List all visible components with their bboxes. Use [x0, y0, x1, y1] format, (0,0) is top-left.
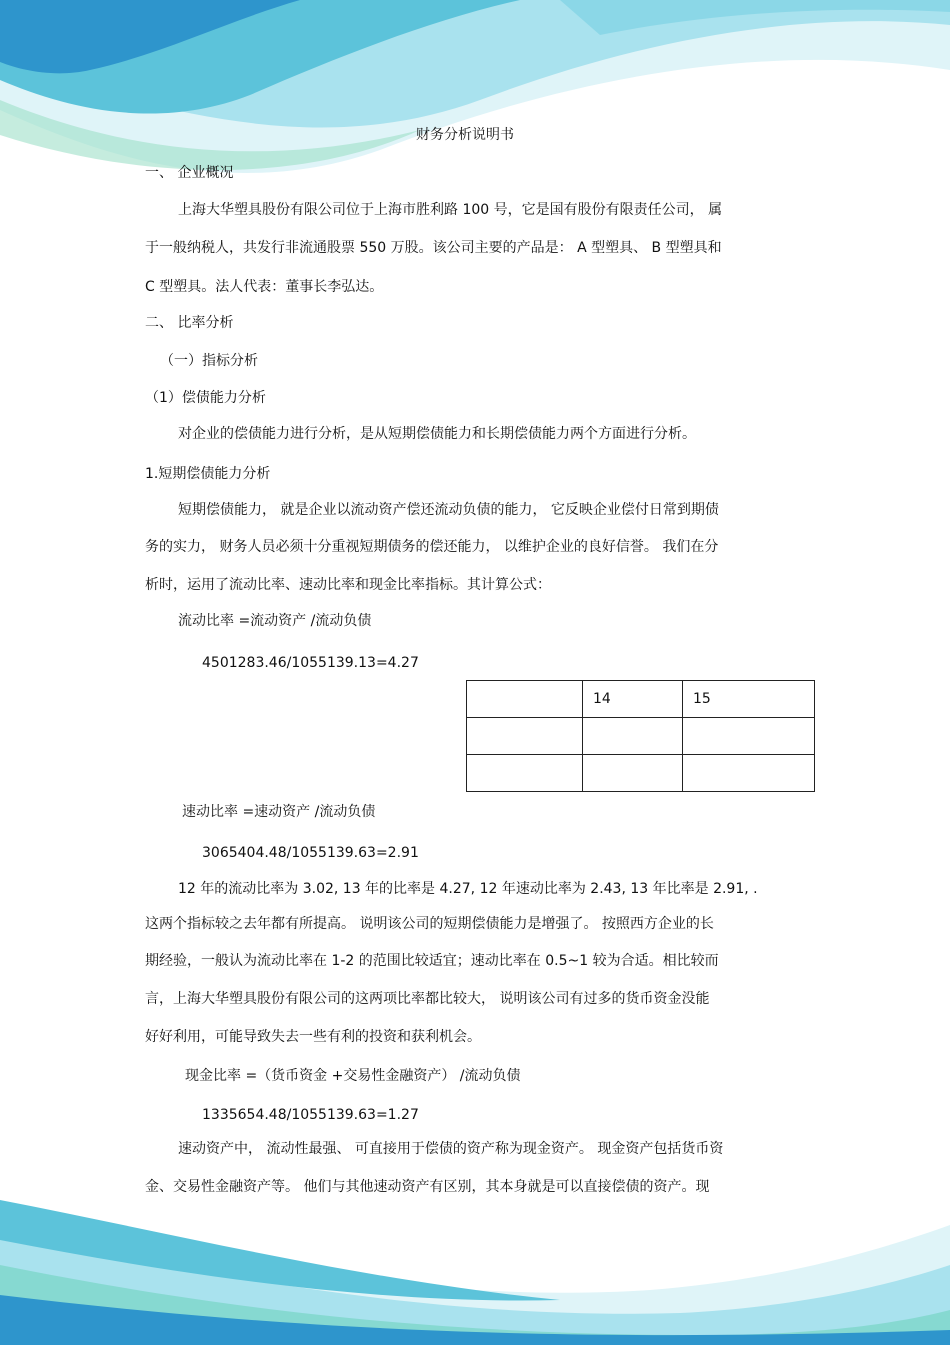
table-header-row: [467, 681, 815, 718]
document-title: 财务分析说明书: [416, 127, 514, 143]
table-row: [467, 718, 815, 755]
paragraph-4-line-3: 期经验，一般认为流动比率在 1-2 的范围比较适宜；速动比率在 0.5~1 较为合适。相比较而: [145, 953, 719, 969]
table-cell: [583, 718, 683, 755]
subsection-indicator-analysis: （一）指标分析: [160, 353, 258, 369]
table-cell: [683, 755, 815, 792]
paragraph-3-line-3: 析时，运用了流动比率、速动比率和现金比率指标。其计算公式：: [145, 577, 551, 593]
subsection-solvency-analysis: （1）偿债能力分析: [145, 390, 266, 406]
paragraph-4-line-5: 好好利用，可能导致失去一些有利的投资和获利机会。: [145, 1029, 481, 1045]
ratio-table: [466, 680, 815, 792]
table-cell: [683, 718, 815, 755]
table-cell: [467, 755, 583, 792]
paragraph-1-line-1: 上海大华塑具股份有限公司位于上海市胜利路 100 号，它是国有股份有限责任公司， 属: [178, 202, 723, 218]
paragraph-5-line-2: 金、交易性金融资产等。 他们与其他速动资产有区别，其本身就是可以直接偿债的资产。现: [145, 1179, 710, 1195]
table-cell: [467, 718, 583, 755]
formula-current-ratio: 流动比率 =流动资产 /流动负债: [178, 613, 372, 629]
table-header-cell: 15: [683, 681, 815, 718]
calculation-current-ratio: 4501283.46/1055139.13=4.27: [202, 655, 419, 671]
paragraph-1-line-2: 于一般纳税人，共发行非流通股票 550 万股。该公司主要的产品是： A 型塑具、 B 型塑具和: [145, 240, 722, 256]
table-cell: [583, 755, 683, 792]
subsection-short-term-solvency: 1.短期偿债能力分析: [145, 466, 271, 482]
table-header-cell: [467, 681, 583, 718]
paragraph-1-line-3: C 型塑具。法人代表：董事长李弘达。: [145, 279, 384, 295]
calculation-cash-ratio: 1335654.48/1055139.63=1.27: [202, 1107, 419, 1123]
calculation-quick-ratio: 3065404.48/1055139.63=2.91: [202, 845, 419, 861]
table-row: [467, 755, 815, 792]
top-wave-decoration: [0, 0, 950, 200]
paragraph-5-line-1: 速动资产中， 流动性最强、 可直接用于偿债的资产称为现金资产。 现金资产包括货币资: [178, 1141, 724, 1157]
formula-quick-ratio: 速动比率 =速动资产 /流动负债: [182, 804, 376, 820]
section-1-heading: 一、 企业概况: [145, 165, 234, 181]
paragraph-4-line-2: 这两个指标较之去年都有所提高。 说明该公司的短期偿债能力是增强了。 按照西方企业的长: [145, 916, 714, 932]
bottom-wave-decoration: [0, 1195, 950, 1345]
section-2-heading: 二、 比率分析: [145, 315, 234, 331]
paragraph-3-line-1: 短期偿债能力， 就是企业以流动资产偿还流动负债的能力， 它反映企业偿付日常到期债: [178, 502, 719, 518]
paragraph-4-line-1: 12 年的流动比率为 3.02, 13 年的比率是 4.27, 12 年速动比率为 2.43, 13 年比率是 2.91, .: [178, 881, 758, 897]
table-header-cell: 14: [583, 681, 683, 718]
paragraph-3-line-2: 务的实力， 财务人员必须十分重视短期债务的偿还能力， 以维护企业的良好信誉。 我们在分: [145, 539, 719, 555]
paragraph-2: 对企业的偿债能力进行分析，是从短期偿债能力和长期偿债能力两个方面进行分析。: [178, 426, 696, 442]
formula-cash-ratio: 现金比率 =（货币资金 +交易性金融资产） /流动负债: [185, 1068, 521, 1084]
paragraph-4-line-4: 言，上海大华塑具股份有限公司的这两项比率都比较大， 说明该公司有过多的货币资金没能: [145, 991, 710, 1007]
